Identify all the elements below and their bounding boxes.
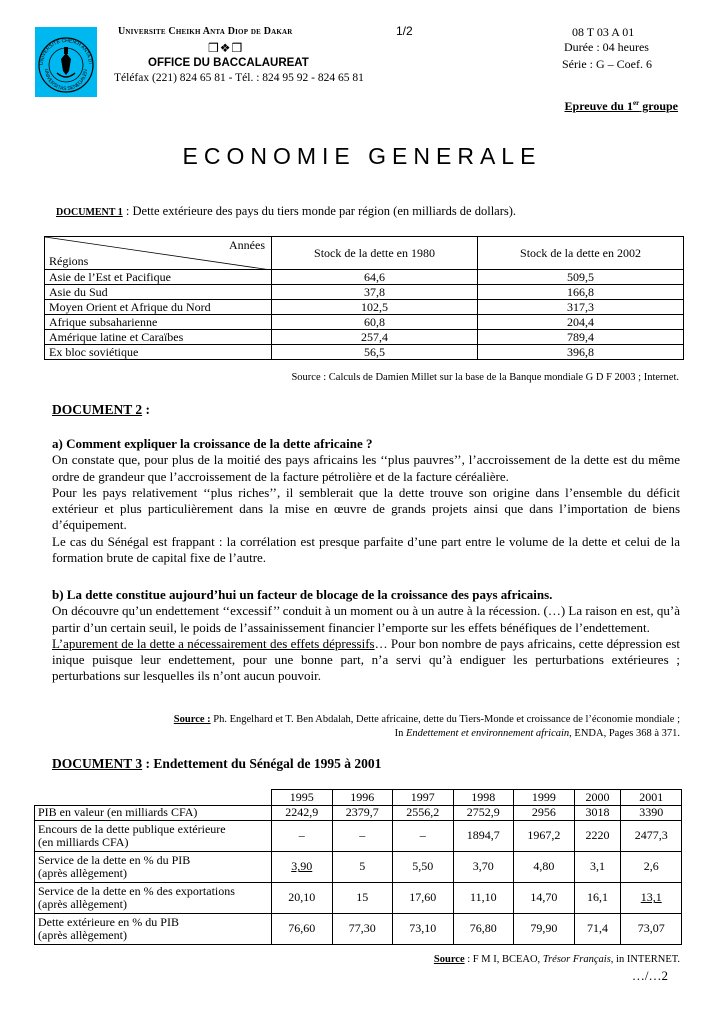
table-row [35,852,682,883]
section-a-paragraph-3: Le cas du Sénégal est frappant : la corrélation est presque parfaite d’une part entre le volume de la dette et celui de la formation brute de capital fixe de l’autre. [52,533,680,566]
table-row [35,883,682,914]
value-cell: 20,10 [272,883,333,914]
value-cell: 11,10 [453,883,514,914]
value-2002-cell: 317,3 [478,300,684,315]
value-1980-cell: 60,8 [272,315,478,330]
university-name: Universite Cheikh Anta Diop de Dakar [118,26,293,37]
indicator-label [35,914,272,945]
region-cell: Asie du Sud [45,285,272,300]
doc1-label: DOCUMENT 1 [56,207,123,218]
indicator-label-line2: (après allègement) [38,866,127,880]
value-cell: 2379,7 [332,806,393,821]
doc1-caption: DOCUMENT 1 : Dette extérieure des pays du tiers monde par région (en milliards de dollars). [56,204,517,218]
value-cell: 73,07 [621,914,682,945]
table-row [35,821,682,852]
table-row [45,315,684,330]
year-cell: 1998 [453,790,514,806]
epreuve-label: Epreuve du 1er groupe [564,99,678,113]
value-2002-cell: 509,5 [478,270,684,285]
indicator-label-line1: Service de la dette en % des exportations [38,883,235,898]
value-cell: 76,80 [453,914,514,945]
indicator-label-line1: PIB en valeur (en milliards CFA) [38,805,198,820]
indicator-label-line1: Dette extérieure en % du PIB [38,914,179,929]
year-cell: 1997 [393,790,454,806]
value-cell: 1967,2 [514,821,575,852]
senegal-debt-table [34,789,682,945]
value-cell: 2556,2 [393,806,454,821]
section-a-paragraph-1: On constate que, pour plus de la moitié des pays africains les ‘‘plus pauvres’’, l’accroissement de la dette est du même ordre de grandeur que l’accroissement de la facture pétrolière et de la facture céréalière. [52,452,680,484]
region-cell: Afrique subsaharienne [45,315,272,330]
section-b-paragraph-2: L’apurement de la dette a nécessairement des effets dépressifs… Pour bon nombre de pays africains, cette dépression est inique puisque leur endettement, pour une bonne part, n’a servi qu’à endiguer les perturbations extérieures ; perturbations sur lesquelles ils n’ont aucun pouvoir. [52,635,680,684]
value-cell: – [393,821,454,852]
doc2-heading: DOCUMENT 2 : [52,402,151,417]
section-b [52,587,680,685]
value-cell: 3,90 [272,852,333,883]
table-row [45,300,684,315]
logo-text-bottom: UNIVERSITAS SENEGALEN [42,68,90,93]
table-row [45,345,684,360]
value-cell: 2220 [574,821,621,852]
value-cell: 3,70 [453,852,514,883]
value-cell: 76,60 [272,914,333,945]
diagonal-header-cell [45,237,272,270]
year-cell: 1995 [272,790,333,806]
value-cell: 15 [332,883,393,914]
region-cell: Asie de l’Est et Pacifique [45,270,272,285]
table-row [35,806,682,821]
value-cell: 79,90 [514,914,575,945]
value-cell: 1894,7 [453,821,514,852]
exam-code: 08 T 03 A 01 [572,25,635,39]
page-number: 1/2 [396,24,413,38]
value-2002-cell: 204,4 [478,315,684,330]
year-cell: 2001 [621,790,682,806]
value-cell: 73,10 [393,914,454,945]
header-regions: Régions [49,254,89,268]
section-b-title: b) La dette constitue aujourd’hui un facteur de blocage de la croissance des pays africains. [52,587,553,602]
value-2002-cell: 166,8 [478,285,684,300]
value-1980-cell: 56,5 [272,345,478,360]
value-cell: 4,80 [514,852,575,883]
region-cell: Amérique latine et Caraïbes [45,330,272,345]
indicator-label-line2: (après allègement) [38,897,127,911]
header-2002: Stock de la dette en 2002 [478,237,684,270]
value-1980-cell: 64,6 [272,270,478,285]
page-title: ECONOMIE GENERALE [182,143,542,169]
year-cell: 2000 [574,790,621,806]
doc1-source: Source : Calculs de Damien Millet sur la base de la Banque mondiale G D F 2003 ; Internet. [291,372,679,383]
indicator-label-line2: (en milliards CFA) [38,835,129,849]
value-cell: 13,1 [621,883,682,914]
region-cell: Ex bloc soviétique [45,345,272,360]
next-page-indicator: …/…2 [631,968,668,983]
value-1980-cell: 102,5 [272,300,478,315]
value-cell: 3018 [574,806,621,821]
value-cell: 3390 [621,806,682,821]
section-a-title: a) Comment expliquer la croissance de la dette africaine ? [52,436,373,451]
indicator-label [35,883,272,914]
value-cell: 2,6 [621,852,682,883]
indicator-label-line1: Encours de la dette publique extérieure [38,821,226,836]
value-cell: 77,30 [332,914,393,945]
value-cell: – [272,821,333,852]
value-cell: 17,60 [393,883,454,914]
office-name: OFFICE DU BACCALAUREAT [148,57,309,69]
year-cell: 1996 [332,790,393,806]
section-b-paragraph-1: On découvre qu’un endettement ‘‘excessif’’ conduit à un moment ou à un autre à la récession. (…) La raison en est, qu’à partir d’un certain seuil, le poids de l’assainissement financier l’emporte sur les effets bénéfiques de l’endettement. [52,603,680,635]
value-cell: 2956 [514,806,575,821]
value-2002-cell: 789,4 [478,330,684,345]
table-row [45,270,684,285]
exam-duration: Durée : 04 heures [564,40,649,54]
section-a-paragraph-2: Pour les pays relativement ‘‘plus riches’’, il semblerait que la dette trouve son origine dans l’ensemble du déficit extérieur et plus particulièrement dans la mise en œuvre de grands projets ainsi que dans l’importation de biens d’équipement. [52,484,680,533]
value-cell: 5 [332,852,393,883]
exam-series: Série : G – Coef. 6 [562,57,652,71]
value-1980-cell: 257,4 [272,330,478,345]
telfax: Téléfax (221) 824 65 81 - Tél. : 824 95 92 - 824 65 81 [114,72,364,84]
doc3-source: Source : F M I, BCEAO, Trésor Français, in INTERNET. [433,954,680,965]
empty-corner-cell [35,790,272,806]
indicator-label [35,806,272,821]
value-cell: 5,50 [393,852,454,883]
table-row [35,914,682,945]
region-cell: Moyen Orient et Afrique du Nord [45,300,272,315]
table-header-row [45,237,684,270]
doc2-source: Source : Ph. Engelhard et T. Ben Abdalah, Dette africaine, dette du Tiers-Monde et croissance de l’économie mondiale ; In Endettement et environnement africain, ENDA, Pages 368 à 371. [173,714,680,739]
table-row [45,330,684,345]
indicator-label-line1: Service de la dette en % du PIB [38,852,191,867]
value-cell: 14,70 [514,883,575,914]
value-1980-cell: 37,8 [272,285,478,300]
university-logo [35,27,97,97]
logo-text-top: UNIVERSITE CHEIKH ANTA DI [38,37,93,66]
indicator-label [35,852,272,883]
debt-by-region-table [44,236,684,360]
year-cell: 1999 [514,790,575,806]
indicator-label [35,821,272,852]
value-cell: 2242,9 [272,806,333,821]
value-cell: 2752,9 [453,806,514,821]
decorative-symbols: ❒❖❒ [208,41,244,55]
value-2002-cell: 396,8 [478,345,684,360]
table-row [45,285,684,300]
value-cell: 2477,3 [621,821,682,852]
value-cell: 3,1 [574,852,621,883]
value-cell: – [332,821,393,852]
header-1980: Stock de la dette en 1980 [272,237,478,270]
section-a [52,436,680,566]
value-cell: 16,1 [574,883,621,914]
year-header-row [35,790,682,806]
header-years: Années [229,238,265,252]
value-cell: 71,4 [574,914,621,945]
doc3-heading: DOCUMENT 3 : Endettement du Sénégal de 1995 à 2001 [52,756,382,771]
indicator-label-line2: (après allègement) [38,928,127,942]
